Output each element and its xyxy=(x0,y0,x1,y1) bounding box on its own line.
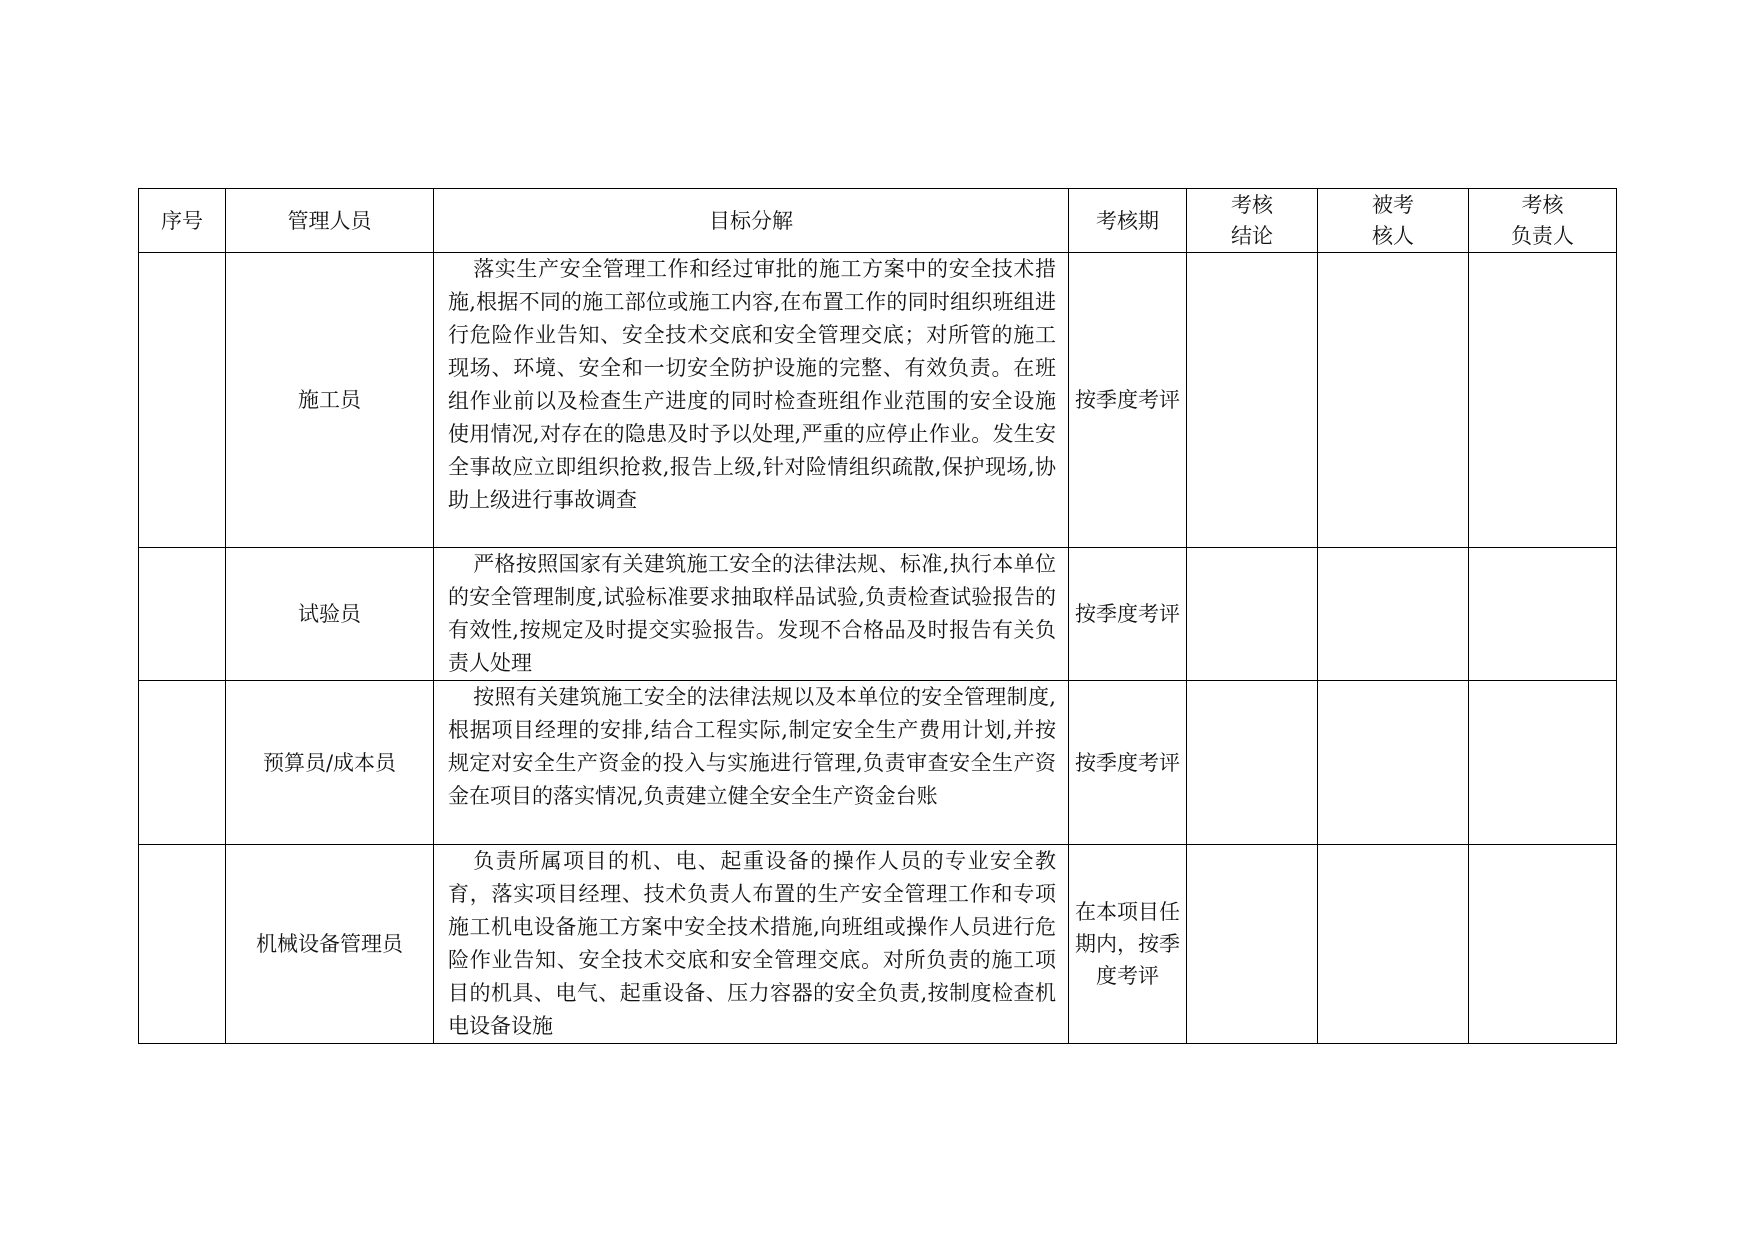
row-staff: 预算员/成本员 xyxy=(226,681,434,845)
row-period: 按季度考评 xyxy=(1069,681,1187,845)
header-conclusion-line2: 结论 xyxy=(1231,223,1273,248)
row-assessor xyxy=(1469,253,1617,548)
table-row xyxy=(139,548,1617,681)
header-conclusion-line1: 考核 xyxy=(1231,192,1273,217)
row-assessor xyxy=(1469,548,1617,681)
header-staff: 管理人员 xyxy=(226,189,434,253)
row-seq xyxy=(139,681,226,845)
row-period: 按季度考评 xyxy=(1069,253,1187,548)
row-assessor xyxy=(1469,845,1617,1044)
row-goal xyxy=(434,845,1069,1044)
row-assessee xyxy=(1318,681,1469,845)
table-row xyxy=(139,681,1617,845)
row-seq xyxy=(139,253,226,548)
row-goal-text: 按照有关建筑施工安全的法律法规以及本单位的安全管理制度,根据项目经理的安排,结合工程实际,制定安全生产费用计划,并按规定对安全生产资金的投入与实施进行管理,负责审查安全生产资金在项目的落实情况,负责建立健全安全生产资金台账 xyxy=(448,685,1056,808)
row-goal-text: 严格按照国家有关建筑施工安全的法律法规、标准,执行本单位的安全管理制度,试验标准要求抽取样品试验,负责检查试验报告的有效性,按规定及时提交实验报告。发现不合格品及时报告有关负责人处理 xyxy=(448,552,1056,675)
row-seq xyxy=(139,845,226,1044)
header-assessor-line1: 考核 xyxy=(1521,192,1564,217)
header-goal: 目标分解 xyxy=(434,189,1069,253)
header-row xyxy=(139,189,1617,253)
header-assessee xyxy=(1318,189,1469,253)
row-goal xyxy=(434,681,1069,845)
header-assessee-line1: 被考 xyxy=(1372,192,1414,217)
row-period: 按季度考评 xyxy=(1069,548,1187,681)
row-staff: 试验员 xyxy=(226,548,434,681)
header-seq: 序号 xyxy=(139,189,226,253)
row-conclusion xyxy=(1187,681,1318,845)
row-goal xyxy=(434,548,1069,681)
row-conclusion xyxy=(1187,845,1318,1044)
row-assessee xyxy=(1318,548,1469,681)
row-seq xyxy=(139,548,226,681)
table-row xyxy=(139,253,1617,548)
header-assessee-line2: 核人 xyxy=(1372,223,1414,248)
row-conclusion xyxy=(1187,548,1318,681)
header-conclusion xyxy=(1187,189,1318,253)
row-assessee xyxy=(1318,253,1469,548)
row-conclusion xyxy=(1187,253,1318,548)
row-assessor xyxy=(1469,681,1617,845)
row-staff: 机械设备管理员 xyxy=(226,845,434,1044)
row-goal xyxy=(434,253,1069,548)
table-row xyxy=(139,845,1617,1044)
row-period: 在本项目任期内，按季度考评 xyxy=(1069,845,1187,1044)
assessment-table xyxy=(138,188,1617,1044)
row-goal-text: 负责所属项目的机、电、起重设备的操作人员的专业安全教育，落实项目经理、技术负责人布置的生产安全管理工作和专项施工机电设备施工方案中安全技术措施,向班组或操作人员进行危险作业告知、安全技术交底和安全管理交底。对所负责的施工项目的机具、电气、起重设备、压力容器的安全负责,按制度检查机电设备设施 xyxy=(448,849,1056,1038)
header-period: 考核期 xyxy=(1069,189,1187,253)
row-assessee xyxy=(1318,845,1469,1044)
row-staff: 施工员 xyxy=(226,253,434,548)
header-assessor xyxy=(1469,189,1617,253)
header-assessor-line2: 负责人 xyxy=(1511,223,1574,248)
row-goal-text: 落实生产安全管理工作和经过审批的施工方案中的安全技术措施,根据不同的施工部位或施工内容,在布置工作的同时组织班组进行危险作业告知、安全技术交底和安全管理交底；对所管的施工现场、环境、安全和一切安全防护设施的完整、有效负责。在班组作业前以及检查生产进度的同时检查班组作业范围的安全设施使用情况,对存在的隐患及时予以处理,严重的应停止作业。发生安全事故应立即组织抢救,报告上级,针对险情组织疏散,保护现场,协助上级进行事故调查 xyxy=(448,257,1056,512)
